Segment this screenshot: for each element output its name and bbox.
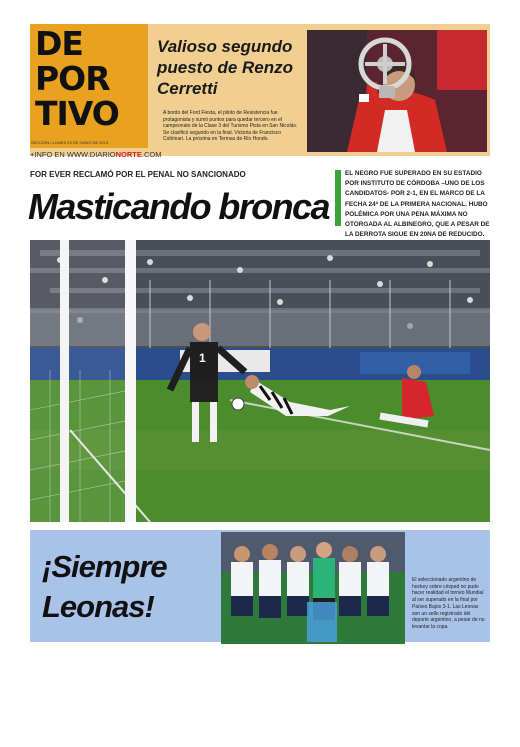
top-story-headline: Valioso segundo puesto de Renzo Cerretti bbox=[157, 37, 294, 98]
logo-line-3: TIVO bbox=[35, 94, 119, 133]
logo-line-1: DE bbox=[35, 24, 83, 63]
main-story-summary: EL NEGRO FUE SUPERADO EN SU ESTADIO POR INSTITUTO DE CÓRDOBA –UNO DE LOS CANDIDATOS- POR 2-1, EN EL MARCO DE LA FECHA 24ª DE LA PRIMERA NACIONAL. HUBO POLÉMICA POR UNA PENA MÁXIMA NO OTORGADA AL ALBINEGRO, QUE A PESAR DE LA DERROTA SIGUE EN 20NA DE REDUCIDO. bbox=[345, 170, 490, 239]
racing-driver-photo bbox=[307, 30, 487, 152]
photo-caption: La jugada de la polémica y del reclamo airado de los albinegros. Erico Cosgrove derribado por Sebastián Corda. No fue sancionado el tiro penal por el juez Julio Barraza. bbox=[361, 724, 493, 745]
website-prefix: +INFO EN WWW.DIARIO bbox=[30, 150, 116, 159]
goalkeeper-jersey-number: 1 bbox=[199, 351, 206, 365]
bottom-headline-line-1: ¡Siempre bbox=[42, 549, 167, 584]
hockey-team-photo bbox=[221, 532, 405, 644]
bottom-headline-line-2: Leonas! bbox=[42, 589, 154, 624]
website-suffix: .COM bbox=[141, 150, 162, 159]
summary-accent-bar bbox=[335, 170, 341, 226]
section-logo bbox=[30, 24, 148, 148]
website-link[interactable] bbox=[30, 150, 161, 159]
website-brand: NORTE bbox=[115, 150, 142, 159]
top-story-body: A bordo del Ford Fiesta, el piloto de Resistencia fue protagonista y sumó puntos para quedar tercero en el campeonato de la Clase 3 del Turismo Pista en San Nicolás. Se clasificó segundo en la final. Victoria de Francisco Coltrinari. La próxima en Termas de Río Hondo. bbox=[163, 110, 298, 143]
bottom-story-body: El seleccionado argentino de hockey sobre césped no pudo hacer realidad el torneo Mundial al ser superado en la final por Países Bajos 3-1. Las Leonas son un sello registrado del deporte argentino, a pesar de no levantar la copa. bbox=[412, 577, 485, 630]
logo-line-2: POR bbox=[35, 59, 110, 98]
main-story-kicker: FOR EVER RECLAMÓ POR EL PENAL NO SANCIONADO bbox=[30, 170, 246, 179]
bottom-story-headline bbox=[42, 547, 167, 627]
main-story-headline: Masticando bronca bbox=[28, 186, 329, 227]
section-date-line: SECCIÓN • LUNES 24 DE JUNIO DE 2013 bbox=[31, 140, 109, 145]
